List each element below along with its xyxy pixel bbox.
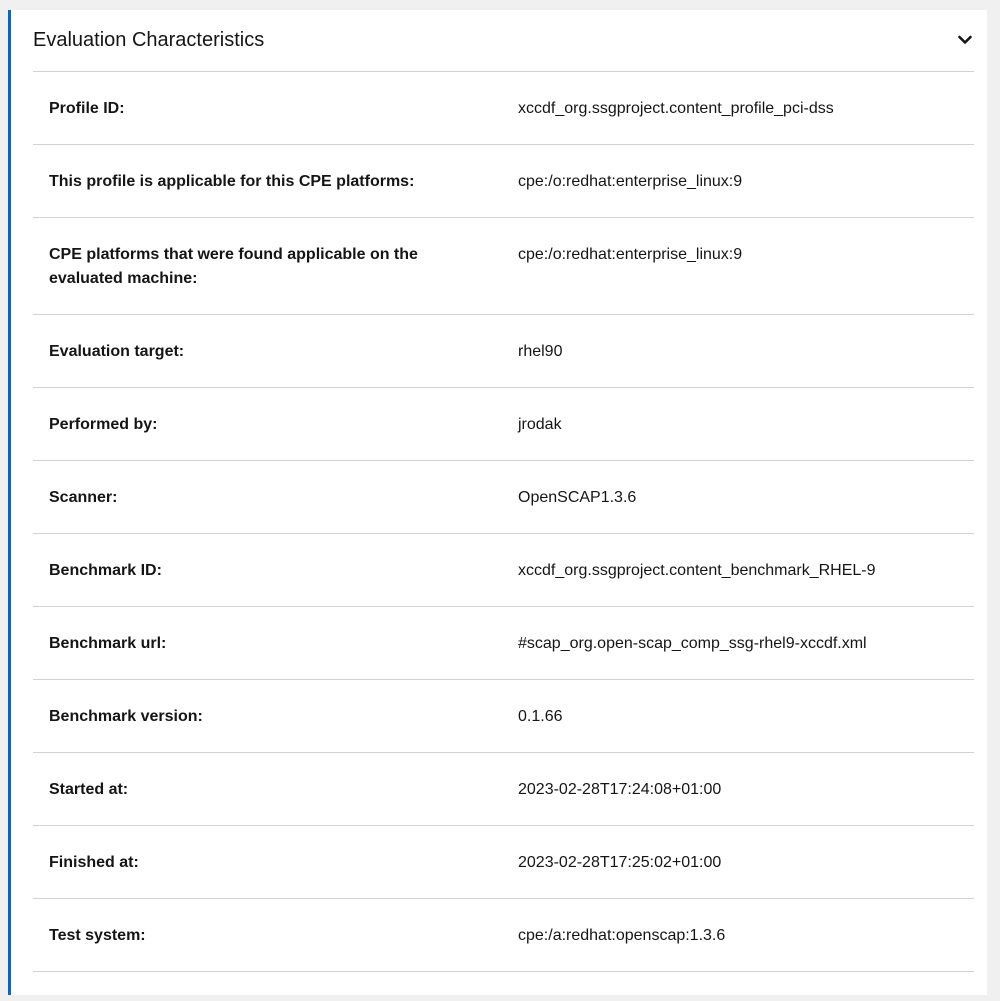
- row-benchmark-url: [33, 607, 974, 680]
- row-value: 2023-02-28T17:25:02+01:00: [518, 854, 722, 871]
- panel-title: Evaluation Characteristics: [33, 29, 265, 51]
- characteristics-list: [33, 72, 974, 972]
- row-label: Benchmark ID:: [49, 562, 162, 579]
- row-label: Test system:: [49, 927, 146, 944]
- row-label: Evaluation target:: [49, 343, 185, 360]
- row-label: This profile is applicable for this CPE platforms:: [49, 173, 415, 190]
- row-performed-by: [33, 388, 974, 461]
- row-label: Benchmark version:: [49, 708, 203, 725]
- row-label: Benchmark url:: [49, 635, 167, 652]
- row-label: CPE platforms that were found applicable on the evaluated machine:: [49, 246, 418, 287]
- row-value: 0.1.66: [518, 708, 563, 725]
- row-label: Finished at:: [49, 854, 139, 871]
- row-value: cpe:/a:redhat:openscap:1.3.6: [518, 927, 726, 944]
- row-found-cpe-platforms: [33, 218, 974, 315]
- row-test-system: [33, 899, 974, 972]
- row-finished-at: [33, 826, 974, 899]
- row-started-at: [33, 753, 974, 826]
- chevron-down-icon: [958, 33, 974, 47]
- row-benchmark-version: [33, 680, 974, 753]
- row-value: xccdf_org.ssgproject.content_profile_pci-dss: [518, 100, 834, 117]
- row-value: cpe:/o:redhat:enterprise_linux:9: [518, 173, 743, 190]
- row-value: 2023-02-28T17:24:08+01:00: [518, 781, 722, 798]
- row-label: Scanner:: [49, 489, 118, 506]
- row-value: rhel90: [518, 343, 563, 360]
- row-applicable-cpe-platforms: [33, 145, 974, 218]
- row-value: #scap_org.open-scap_comp_ssg-rhel9-xccdf.xml: [518, 635, 867, 652]
- panel-header[interactable]: [33, 10, 974, 72]
- row-evaluation-target: [33, 315, 974, 388]
- row-value: xccdf_org.ssgproject.content_benchmark_RHEL-9: [518, 562, 876, 579]
- collapse-toggle-button[interactable]: [958, 30, 974, 50]
- row-value: jrodak: [518, 416, 562, 433]
- row-label: Profile ID:: [49, 100, 125, 117]
- row-label: Performed by:: [49, 416, 158, 433]
- row-label: Started at:: [49, 781, 129, 798]
- row-benchmark-id: [33, 534, 974, 607]
- row-value: OpenSCAP1.3.6: [518, 489, 637, 506]
- row-profile-id: [33, 72, 974, 145]
- row-scanner: [33, 461, 974, 534]
- evaluation-characteristics-panel: [8, 10, 987, 995]
- row-value: cpe:/o:redhat:enterprise_linux:9: [518, 246, 743, 263]
